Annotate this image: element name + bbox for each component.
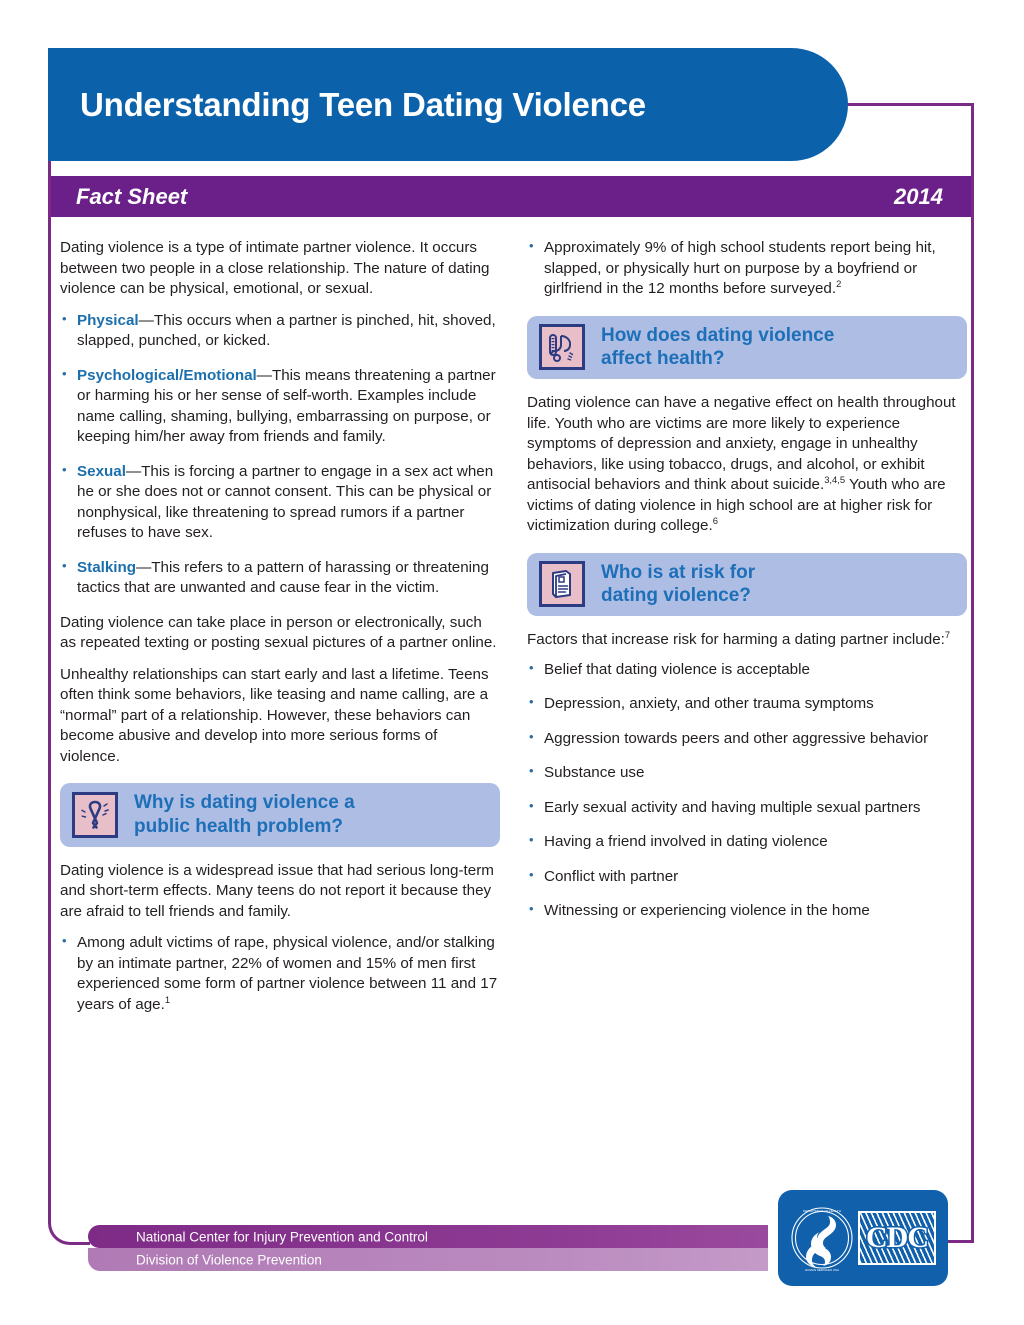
- type-term: Stalking: [77, 558, 137, 576]
- callout-line-2: dating violence?: [601, 585, 751, 607]
- callout-line-1: How does dating violence: [601, 324, 835, 346]
- callout-heading: [601, 561, 755, 609]
- fact-sheet-band: [51, 176, 971, 217]
- cdc-logo-text: CDC: [866, 1221, 928, 1254]
- type-text: This is forcing a partner to engage in a sex act when he or she does not or cannot consent. This can be physical or nonphysical, like threatening to spread rumors if a partner refuses to have sex.: [77, 462, 494, 542]
- callout-heading: [601, 324, 834, 372]
- type-dash: —: [256, 366, 272, 384]
- list-item: • Depression, anxiety, and other trauma symptoms: [527, 694, 967, 715]
- list-item: • Conflict with partner: [527, 867, 967, 888]
- type-term: Sexual: [77, 462, 126, 480]
- reference-marker: 3,4,5: [824, 474, 846, 486]
- list-item: • Early sexual activity and having multiple sexual partners: [527, 798, 967, 819]
- left-column: [60, 238, 500, 1026]
- reference-marker: 6: [712, 515, 718, 527]
- list-item: • Belief that dating violence is acceptable: [527, 660, 967, 681]
- health-effects-paragraph: [527, 393, 967, 537]
- callout-line-2: affect health?: [601, 348, 725, 370]
- type-term: Physical: [77, 311, 139, 329]
- documents-icon: [539, 561, 585, 607]
- type-text: This means threatening a partner or harming his or her sense of self-worth. Examples include name calling, shaming, bullying, embarrassing on purpose, or keeping him/her away from friends and family.: [77, 366, 496, 446]
- callout-affect-health: [527, 316, 967, 380]
- document-title-banner: [48, 48, 848, 161]
- list-item: [60, 558, 500, 599]
- intro-paragraph: Dating violence is a type of intimate partner violence. It occurs between two people in a close relationship. The nature of dating violence can be physical, emotional, or sexual.: [60, 239, 490, 298]
- reference-marker: 7: [944, 629, 951, 641]
- svg-text:HUMAN SERVICES USA: HUMAN SERVICES USA: [805, 1268, 839, 1272]
- callout-line-2: public health problem?: [134, 816, 344, 838]
- callout-public-health-problem: [60, 783, 500, 847]
- list-item: • Aggression towards peers and other aggressive behavior: [527, 729, 967, 750]
- list-item: [527, 238, 967, 300]
- type-dash: —: [125, 462, 142, 480]
- list-item: • Substance use: [527, 763, 967, 784]
- right-column: [527, 238, 967, 936]
- list-item: [60, 462, 500, 544]
- stat-text: Among adult victims of rape, physical violence, and/or stalking by an intimate partner, 22% of women and 15% of men first experienced some form of partner violence between 11 and 17 years of age.: [77, 934, 498, 1013]
- type-text: This refers to a pattern of harassing or threatening tactics that are unwanted and cause fear in the victim.: [77, 558, 489, 597]
- frame-right-border: [971, 103, 974, 1243]
- risk-factors-intro: [527, 630, 967, 651]
- awareness-ribbon-icon: [72, 792, 118, 838]
- unhealthy-relationships-paragraph: Unhealthy relationships can start early and last a lifetime. Teens often think some behaviors, like teasing and name calling, are a “normal” part of a relationship. However, these behaviors can become abusive and develop into more serious forms of violence.: [60, 665, 489, 765]
- callout-who-is-at-risk: [527, 553, 967, 617]
- footer-bar-center-name: [88, 1225, 768, 1248]
- cdc-wordmark: [858, 1211, 936, 1265]
- health-text-b: Youth who are victims of dating violence in high school are at higher risk for victimization during college.: [527, 476, 946, 535]
- type-text: This occurs when a partner is pinched, hit, shoved, slapped, punched, or kicked.: [77, 311, 496, 350]
- publication-year: 2014: [894, 183, 943, 209]
- health-text-a: Dating violence can have a negative effect on health throughout life. Youth who are victims are more likely to experience symptoms of depression and anxiety, engage in unhealthy behaviors, like using tobacco, drugs, and alcohol, or exhibit antisocial behaviors and think about suicide.: [527, 394, 956, 494]
- frame-bottom-left-corner: [48, 1205, 90, 1245]
- high-school-stat-list: [527, 238, 967, 300]
- callout-heading: [134, 791, 355, 839]
- stat-text: Approximately 9% of high school students report being hit, slapped, or physically hurt on purpose by a boyfriend or girlfriend in the 12 months before surveyed.: [544, 239, 936, 298]
- electronic-violence-paragraph: Dating violence can take place in person or electronically, such as repeated texting or posting sexual pictures of a partner online.: [60, 613, 497, 652]
- footer-line-2: Division of Violence Prevention: [136, 1252, 322, 1267]
- risk-factors-list: [527, 660, 967, 922]
- footer-bar-division-name: [88, 1248, 768, 1271]
- page-title: Understanding Teen Dating Violence: [80, 85, 646, 123]
- frame-left-border: [48, 103, 51, 1215]
- fact-sheet-label: Fact Sheet: [76, 183, 188, 209]
- type-dash: —: [138, 311, 154, 329]
- risk-intro-text: Factors that increase risk for harming a dating partner include:: [527, 631, 945, 649]
- stethoscope-thermometer-icon: [539, 324, 585, 370]
- reference-marker: 1: [164, 993, 171, 1005]
- adult-victims-stat-list: [60, 933, 500, 1015]
- list-item: [60, 311, 500, 352]
- list-item: [60, 366, 500, 448]
- list-item: • Witnessing or experiencing violence in the home: [527, 901, 967, 922]
- list-item: • Having a friend involved in dating violence: [527, 832, 967, 853]
- type-term: Psychological/Emotional: [77, 366, 257, 384]
- widespread-issue-paragraph: Dating violence is a widespread issue that had serious long-term and short-term effects. Many teens do not report it because they are afraid to tell friends and family.: [60, 861, 494, 920]
- type-dash: —: [136, 558, 152, 576]
- svg-text:DEPARTMENT OF HEALTH: DEPARTMENT OF HEALTH: [803, 1209, 841, 1213]
- hhs-seal-icon: [790, 1202, 854, 1274]
- list-item: [60, 933, 500, 1015]
- footer-line-1: National Center for Injury Prevention and Control: [136, 1229, 428, 1244]
- callout-line-1: Who is at risk for: [601, 561, 756, 583]
- cdc-hhs-logo: [778, 1190, 948, 1286]
- reference-marker: 2: [836, 277, 842, 289]
- violence-types-list: [60, 311, 500, 599]
- callout-line-1: Why is dating violence a: [134, 792, 355, 814]
